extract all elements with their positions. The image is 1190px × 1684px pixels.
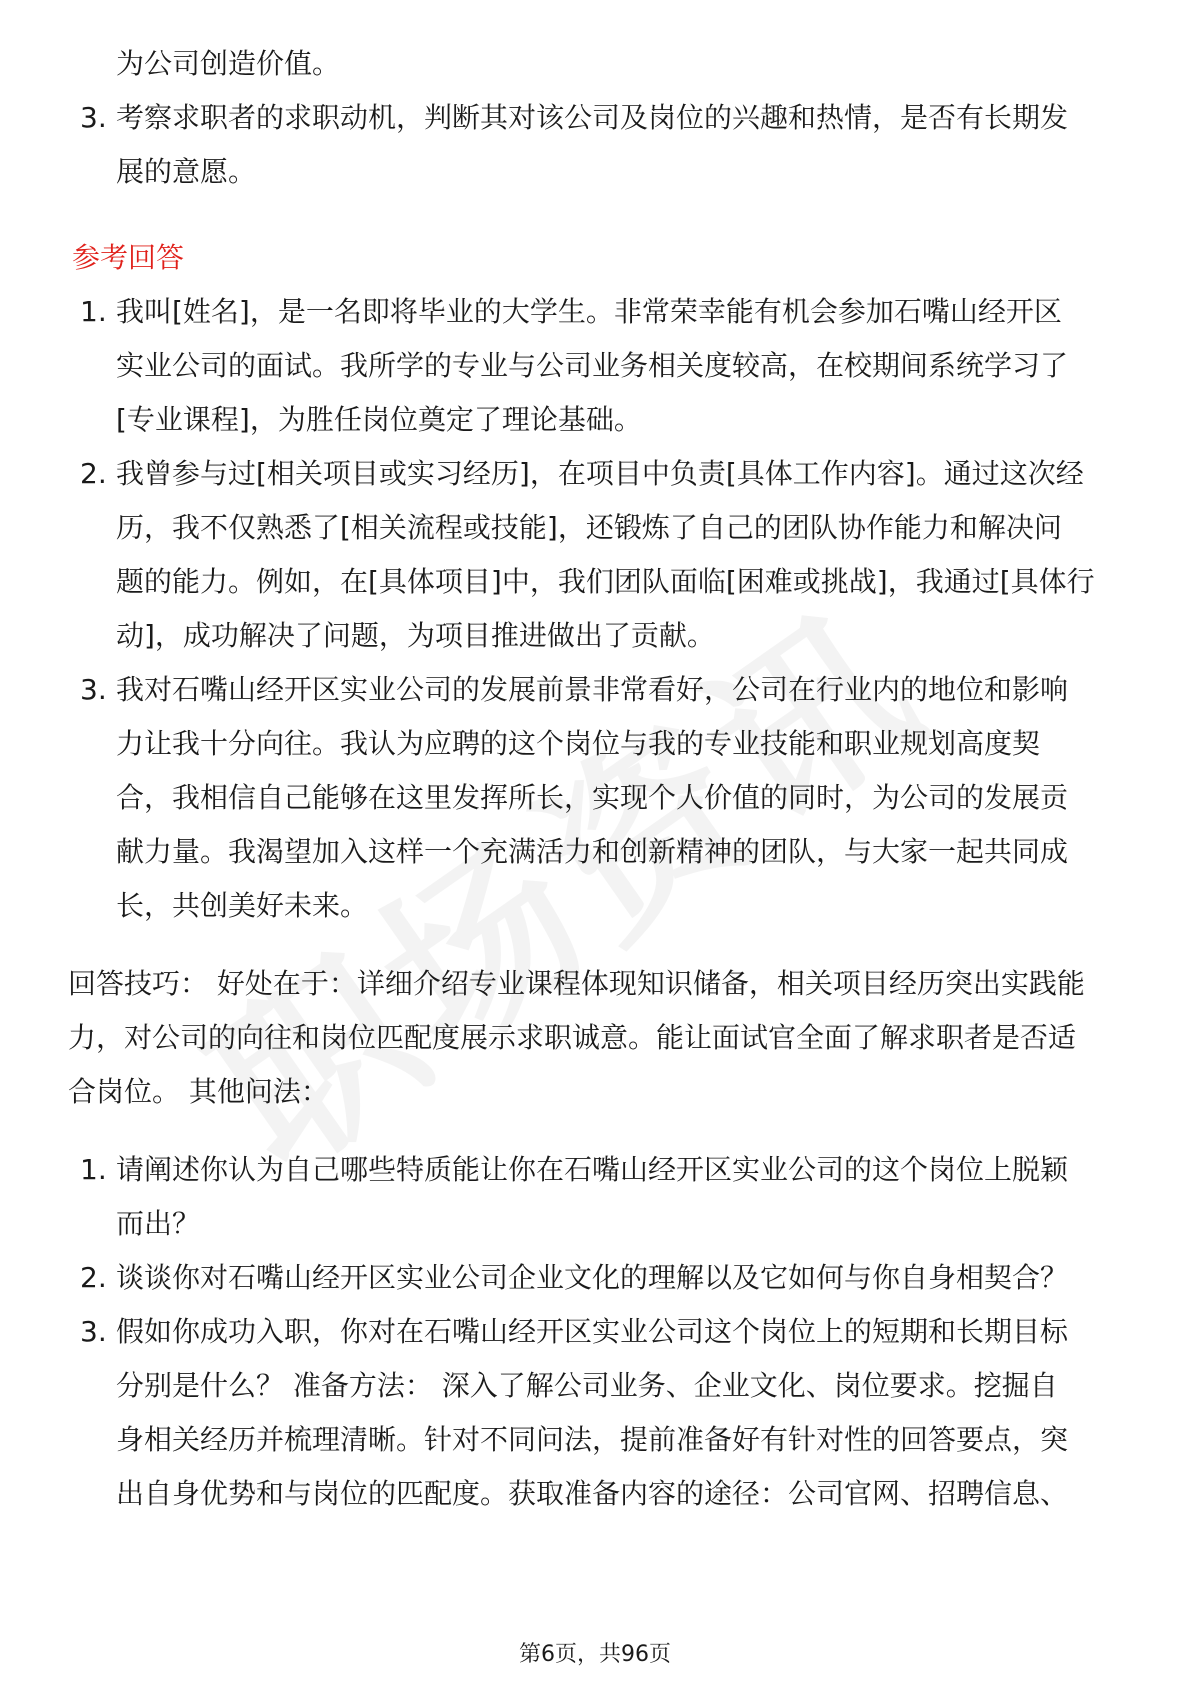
question-line: 谈谈你对石嘴山经开区实业公司企业文化的理解以及它如何与你自身相契合？ [116, 1261, 1069, 1294]
answer-line: 历，我不仅熟悉了[相关流程或技能]，还锻炼了自己的团队协作能力和解决问 [116, 511, 1062, 544]
reference-answer-heading: 参考回答 [72, 241, 185, 274]
answer-line: 题的能力。例如，在[具体项目]中，我们团队面临[困难或挑战]，我通过[具体行 [116, 565, 1095, 598]
list-number: 2. [80, 457, 107, 490]
answer-line: 我曾参与过[相关项目或实习经历]，在项目中负责[具体工作内容]。通过这次经 [116, 457, 1084, 490]
answer-line: [专业课程]，为胜任岗位奠定了理论基础。 [116, 403, 642, 436]
tips-line: 回答技巧： 好处在于：详细介绍专业课程体现知识储备，相关项目经历突出实践能 [68, 967, 1085, 1000]
question-line: 而出？ [116, 1207, 201, 1240]
answer-line: 我对石嘴山经开区实业公司的发展前景非常看好，公司在行业内的地位和影响 [116, 673, 1069, 706]
answer-line: 献力量。我渴望加入这样一个充满活力和创新精神的团队，与大家一起共同成 [116, 835, 1069, 868]
list-number: 2. [80, 1261, 107, 1294]
answer-line: 动]，成功解决了问题，为项目推进做出了贡献。 [116, 619, 715, 652]
page-number: 第6页，共96页 [519, 1642, 671, 1667]
intro-item-line: 考察求职者的求职动机，判断其对该公司及岗位的兴趣和热情，是否有长期发 [116, 101, 1069, 134]
question-line: 分别是什么？ 准备方法： 深入了解公司业务、企业文化、岗位要求。挖掘自 [116, 1369, 1058, 1402]
list-number: 3. [80, 1315, 107, 1348]
tips-line: 合岗位。 其他问法： [68, 1075, 329, 1108]
question-line: 出自身优势和与岗位的匹配度。获取准备内容的途径：公司官网、招聘信息、 [116, 1477, 1069, 1510]
intro-item-line: 展的意愿。 [116, 155, 257, 188]
list-number: 3. [80, 101, 107, 134]
question-line: 身相关经历并梳理清晰。针对不同问法，提前准备好有针对性的回答要点，突 [116, 1423, 1069, 1456]
question-line: 假如你成功入职，你对在石嘴山经开区实业公司这个岗位上的短期和长期目标 [116, 1315, 1069, 1348]
list-number: 3. [80, 673, 107, 706]
list-number: 1. [80, 295, 107, 328]
list-number: 1. [80, 1153, 107, 1186]
answer-line: 长，共创美好未来。 [116, 889, 369, 922]
tips-line: 力，对公司的向往和岗位匹配度展示求职诚意。能让面试官全面了解求职者是否适 [68, 1021, 1077, 1054]
question-line: 请阐述你认为自己哪些特质能让你在石嘴山经开区实业公司的这个岗位上脱颖 [116, 1153, 1069, 1186]
answer-line: 合，我相信自己能够在这里发挥所长，实现个人价值的同时，为公司的发展贡 [116, 781, 1069, 814]
answer-line: 实业公司的面试。我所学的专业与公司业务相关度较高，在校期间系统学习了 [116, 349, 1069, 382]
answer-line: 力让我十分向往。我认为应聘的这个岗位与我的专业技能和职业规划高度契 [116, 727, 1041, 760]
answer-line: 我叫[姓名]，是一名即将毕业的大学生。非常荣幸能有机会参加石嘴山经开区 [116, 295, 1062, 328]
intro-continuation: 为公司创造价值。 [116, 47, 341, 80]
